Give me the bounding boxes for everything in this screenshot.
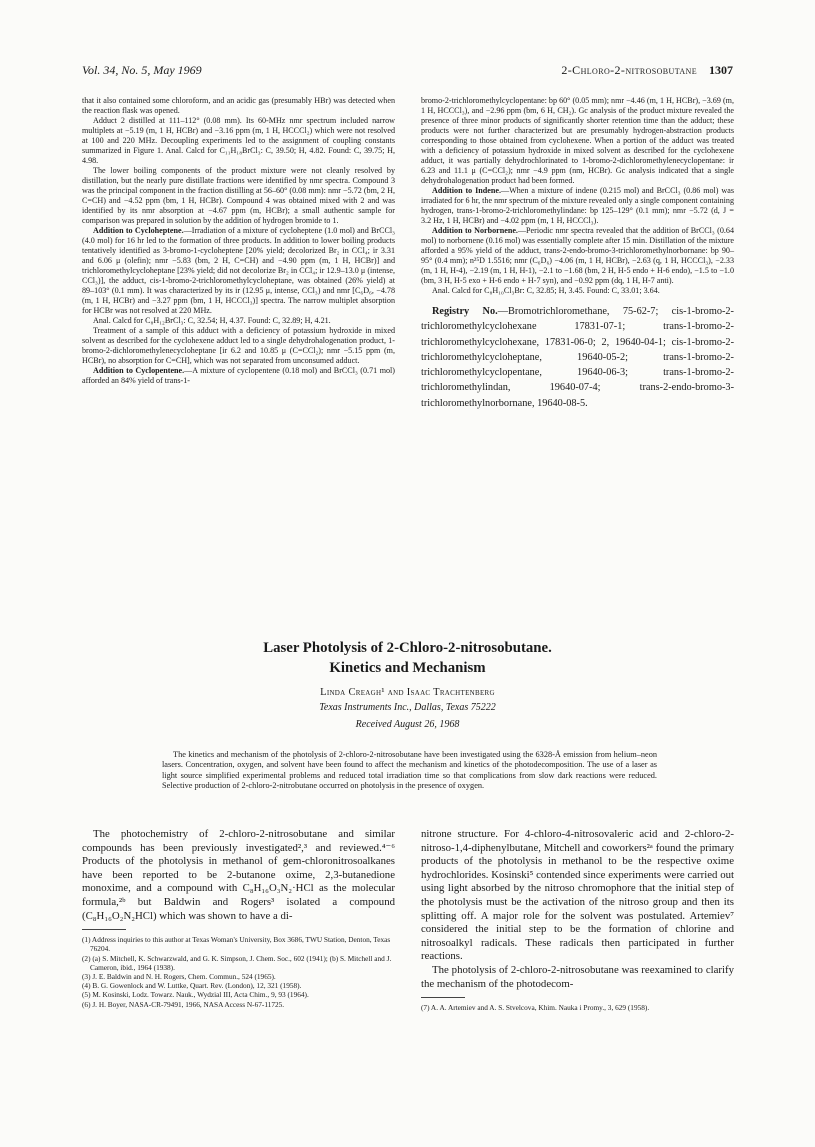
section-text: —Irradiation of a mixture of cycloheptene (1.0 mol) and BrCCl₃ (4.0 mol) for 16 hr led to the formation of three products. In addition to lower boiling products tentatively identified as 3-bromo-1-cycloheptene [20% yield; decolorized Br₂ in CCl₄; ir 3.31 and 6.06 μ (olefin); nmr −5.83 (bm, 2 H, C=CH) and −4.90 ppm (m, 1 H, HCBr)] and trichloromethylcycloheptane [23% yield; did not decolorize Br₂ in CCl₄; ir 12.9–13.0 μ (intense, CCl₃)], the adduct, cis-1-bromo-2-trichloromethylcycloheptane, was obtained (26% yield) at 89–103° (0.1 mm). It was characterized by its ir (12.95 μ, intense, CCl₃) and nmr [C₆D₆, −4.78 (m, 1 H, HCBr) and −3.27 ppm (bm, 1 H, HCCCl₃)] spectra. The narrow multiplet absorption for HCBr was not resolved at 220 MHz. [82,226,395,315]
analysis-line: Anal. Calcd for C₈H₁₂BrCl₃: C, 32.54; H, 4.37. Found: C, 32.89; H, 4.21. [93,316,331,325]
indene-section [421,186,734,226]
footnote-divider [421,997,465,998]
footnote: (3) J. E. Baldwin and N. H. Rogers, Chem. Commun., 524 (1965). [82,971,276,981]
cycloheptene-section [82,226,395,316]
paragraph: bromo-2-trichloromethylcyclopentane: bp 60° (0.05 mm); nmr −4.46 (m, 1 H, HCBr), −3.69 (m, 1 H, HCCCl₃), and −2.96 ppm (bm, 6 H, CH₂). Gc analysis of the product mixture revealed the presence of three minor products of significantly shorter retention time than the adduct; these products were not further characterized but are presumably hydrogen-abstraction products corresponding to those obtained from cyclohexene. When a portion of the adduct was treated with a deficiency of potassium hydroxide in mixed solvent as described for the cyclohexene adduct, it was partially dehydrochlorinated to 1-bromo-2-dichloromethylenecyclopentane: ir 6.23 and 11.1 μ (C=CCl₂); nmr −4.9 ppm (nm, HCBr). Gc analysis indicated that a single dehydrohalogenation product had been formed. [421,96,734,185]
footnote: (1) Address inquiries to this author at Texas Woman's University, Box 3686, TWU Station, Denton, Texas 76204. [82,935,391,954]
body-paragraph: nitrone structure. For 4-chloro-4-nitrosovaleric acid and 2-chloro-2-nitroso-1,4-diphenylbutane, Mitchell and coworkers²ᵃ found the primary products of the photolysis in methanol to be the respective oxime hydrochlorides. Kosinski⁵ contended since experiments were carried out using light absorbed by the nitroso chromophore that the initial step of the photolysis must be the activation of the nitroso group and then its splitting off. A major role for the solvent was postulated. Artemiev⁷ considered the initial step to be the formation of chlorine and nitrosoalkyl radicals. These radicals then participated in further reactions. [421,828,734,963]
section-text: —A mixture of cyclopentene (0.18 mol) and BrCCl₃ (0.71 mol) afforded an 84% yield of trans-1- [82,366,395,385]
registry-heading: Registry No. [432,306,498,317]
footnote: (6) J. H. Boyer, NASA-CR-79491, 1966, NASA Access N-67-11725. [82,999,285,1009]
cyclopentene-section [82,366,395,386]
registry-numbers [421,304,734,411]
paragraph: Adduct 2 distilled at 111–112° (0.08 mm). Its 60-MHz nmr spectrum included narrow multiplets at −5.19 (m, 1 H, HCBr) and −3.16 ppm (m, 1 H, HCCCl₂) which were not resolved at 100 and 220 MHz. Decoupling experiments led to the assignment of coupling constants summarized in Figure 1. Anal. Calcd for C₁₁H₁₈BrCl₃: C, 39.50; H, 4.82. Found: C, 39.75; H, 4.98. [82,116,395,165]
affiliation: Texas Instruments Inc., Dallas, Texas 75222 [319,702,496,713]
received-date: Received August 26, 1968 [355,719,460,730]
body-right-column [421,828,734,1012]
body-left-column [82,828,395,1009]
section-text: —When a mixture of indene (0.215 mol) and BrCCl₃ (0.86 mol) was irradiated for 6 hr, the nmr spectrum of the mixture revealed only a single component containing hydrogen, trans-1-bromo-2-trichloromethylindane: bp 125–129° (0.1 mm); nmr −5.72 (d, J = 3.2 Hz, 1 H, HCBr) and −4.02 ppm (m, 1 H, HCCCl₃). [421,186,734,225]
analysis-line: Anal. Calcd for C₈H₁₀Cl₃Br: C, 32.85; H, 3.45. Found: C, 33.01; 3.64. [432,286,660,295]
experimental-right-column [421,96,734,411]
authors: Linda Creagh¹ and Isaac Trachtenberg [320,687,495,698]
paragraph: Treatment of a sample of this adduct with a deficiency of potassium hydroxide in mixed solvent as described for the cyclohexene adduct led to a single dehydrohalogenation product, 1-bromo-2-dichloromethylenecycloheptane [ir 6.2 and 10.85 μ (C=CCl₂); nmr −5.15 ppm (m, HCBr), no absorption for C=CH], which was not separated from unconsumed adduct. [82,326,395,365]
norbornene-section [421,226,734,286]
running-title: 2-Chloro-2-nitrosobutane [561,63,697,77]
section-text: —Periodic nmr spectra revealed that the addition of BrCCl₃ (0.64 mol) to norbornene (0.16 mol) was essentially complete after 15 min. Distillation of the mixture afforded a 95% yield of the adduct, trans-2-endo-bromo-3-trichloromethylnorbornane: bp 90–95° (0.4 mm); n²⁵D 1.5516; nmr (C₆D₆) −4.06 (m, 1 H, HCBr), −2.63 (q, 1 H, HCCCl₃), −2.33 (m, 1 H, H-4), −2.19 (m, 1 H, H-1), −2.1 to −1.68 (bm, 2 H, H-5 endo + H-6 endo), −1.5 to −1.0 (bm, 3 H, H-5 exo + H-6 endo + H-7 syn), and −0.92 ppm (dq, 1 H, H-7 anti). [421,226,734,285]
section-heading: Addition to Cyclopentene. [93,366,185,375]
footnotes [82,935,395,1009]
article-title: Laser Photolysis of 2-Chloro-2-nitrosobutane. [263,640,552,656]
experimental-left-column [82,96,395,386]
section-heading: Addition to Indene. [432,186,501,195]
body-paragraph: The photolysis of 2-chloro-2-nitrosobutane was reexamined to clarify the mechanism of the photodecom- [421,963,734,990]
journal-info: Vol. 34, No. 5, May 1969 [82,63,202,77]
registry-text: —Bromotrichloromethane, 75-62-7; cis-1-bromo-2-trichloromethylcyclohexane 17831-07-1; trans-1-bromo-2-trichloromethylcyclohexane, 17831-06-0; 2, 19640-04-1; cis-1-bromo-2-trichloromethylcycloheptane, 19640-05-2; trans-1-bromo-2-trichloromethylcyclopentane, 19640-06-3; trans-1-bromo-2-trichloromethylindan, 19640-07-4; trans-2-endo-bromo-3-trichloromethylnorbornane, 19640-08-5. [421,306,734,409]
footnote: (2) (a) S. Mitchell, K. Schwarzwald, and G. K. Simpson, J. Chem. Soc., 602 (1941); (b) S. Mitchell and J. Cameron, ibid., 1964 (1938). [82,953,392,972]
footnote-divider [82,929,126,930]
footnotes [421,1003,734,1012]
page-number: 1307 [709,63,733,77]
abstract: The kinetics and mechanism of the photolysis of 2-chloro-2-nitrosobutane have been investigated using the 6328-Å emission from helium–neon lasers. Concentration, oxygen, and solvent have been found to affect the mechanism and kinetics of the photodecomposition. The use of a laser as light source simplified experimental problems and reduced total irradiation time so that complications from slow dark reactions were reduced. Selective production of 2-chloro-2-nitrobutane occurred on photolysis in the presence of oxygen. [162,750,657,790]
article-title-block [82,638,733,732]
paragraph: The lower boiling components of the product mixture were not cleanly resolved by distillation, but the nearly pure distillate fractions were identified by nmr spectra. Compound 3 was the principal component in the fraction distilling at 56–60° (0.08 mm): nmr −5.72 (bm, 2 H, C=CH) and −4.52 ppm (bm, 1 H, HCBr). Compound 4 was obtained mixed with 2 and was identified by its nmr absorption at −4.67 ppm (m, HCBr); a small authentic sample for comparison was prepared in solution by the addition of hydrogen bromide to 1. [82,166,395,225]
footnote: (4) B. G. Gowenlock and W. Luttke, Quart. Rev. (London), 12, 321 (1958). [82,981,302,991]
footnote: (7) A. A. Artemiev and A. S. Stvelcova, Khim. Nauka i Promy., 3, 629 (1958). [421,1003,650,1013]
page-header [82,62,733,78]
article-subtitle: Kinetics and Mechanism [329,660,486,676]
section-heading: Addition to Norbornene. [432,226,518,235]
footnote: (5) M. Kosinski, Lodz. Towarz. Nauk., Wydzial III, Acta Chim., 9, 93 (1964). [82,990,309,1000]
body-paragraph: The photochemistry of 2-chloro-2-nitrosobutane and similar compounds has been previously investigated²,³ and reviewed.⁴⁻⁶ Products of the photolysis in methanol of gem-chloronitrosoalkanes have been reported to be 2-butanone oxime, 2,3-butanedione monoxime, and a compound with C₈H₁₆O₃N₂·HCl as the molecular formula,²ᵇ but Baldwin and Rogers³ isolated a compound (C₈H₁₆O₂N₂HCl) which was shown to have a di- [82,828,395,922]
paragraph: that it also contained some chloroform, and an acidic gas (presumably HBr) was detected when the reaction flask was opened. [82,96,395,115]
section-heading: Addition to Cycloheptene. [93,226,184,235]
